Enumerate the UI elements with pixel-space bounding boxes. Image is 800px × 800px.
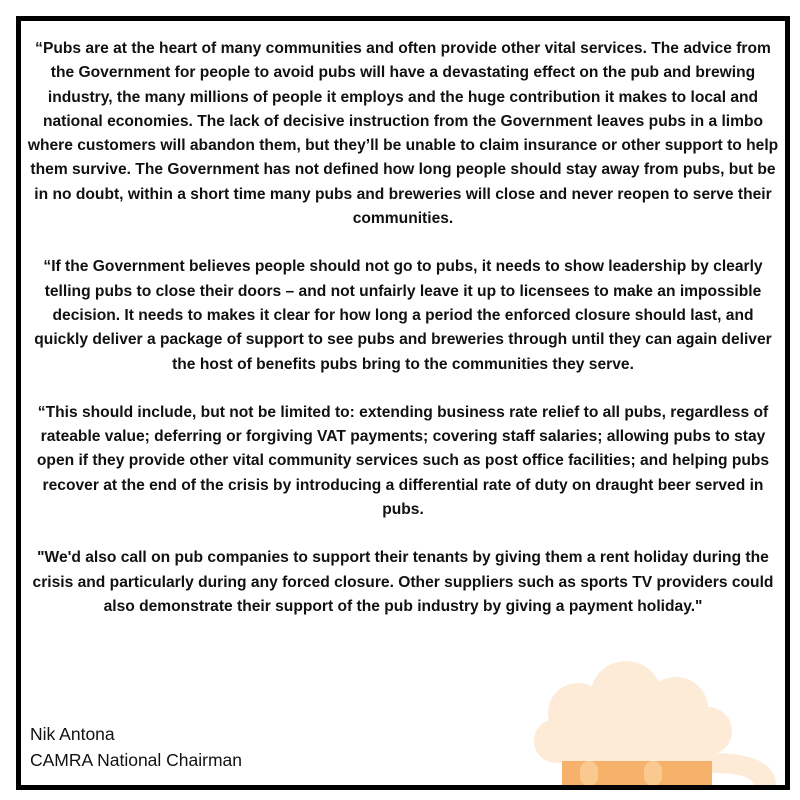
quote-paragraph-4: "We'd also call on pub companies to support their tenants by giving them a rent holiday during the crisis and particularly during any forced closure. Other suppliers such as sports TV providers could also demonstrate their support of the pub industry by giving a payment holiday." [32,549,774,615]
beer-body [562,761,712,786]
quote-paragraph-2: “If the Government believes people should not go to pubs, it needs to show leadership by clearly telling pubs to close their doors – and not unfairly leave it up to licensees to make an impossible decision. It needs to makes it clear for how long a period the enforced closure should last, and quickly deliver a package of support to see pubs and breweries through until they can again deliver the host of benefits pubs bring to the communities they serve. [34,258,772,373]
mug-handle [712,753,776,786]
quote-card [16,16,790,790]
quote-paragraph-1: “Pubs are at the heart of many communities and often provide other vital services. The advice from the Government for people to avoid pubs will have a devastating effect on the pub and brewing industry, the many millions of people it employs and the huge contribution it makes to local and national economies. The lack of decisive instruction from the Government leaves pubs in a limbo where customers will abandon them, but they’ll be unable to claim insurance or other support to help them survive. The Government has not defined how long people should stay away from pubs, but be in no doubt, within a short time many pubs and breweries will close and never reopen to serve their communities. [27,40,779,228]
signature [30,721,242,773]
signature-title: CAMRA National Chairman [30,750,243,770]
quote-text [21,37,785,643]
beer-foam [534,661,732,763]
quote-paragraph-3: “This should include, but not be limited to: extending business rate relief to all pubs, regardless of rateable value; deferring or forgiving VAT payments; covering staff salaries; allowing pubs to stay open if they provide other vital community services such as post office facilities; and helping pubs recover at the end of the crisis by introducing a differential rate of duty on draught beer served in pubs. [36,403,770,519]
beer-mug-icon [526,661,786,786]
signature-name: Nik Antona [30,724,115,744]
